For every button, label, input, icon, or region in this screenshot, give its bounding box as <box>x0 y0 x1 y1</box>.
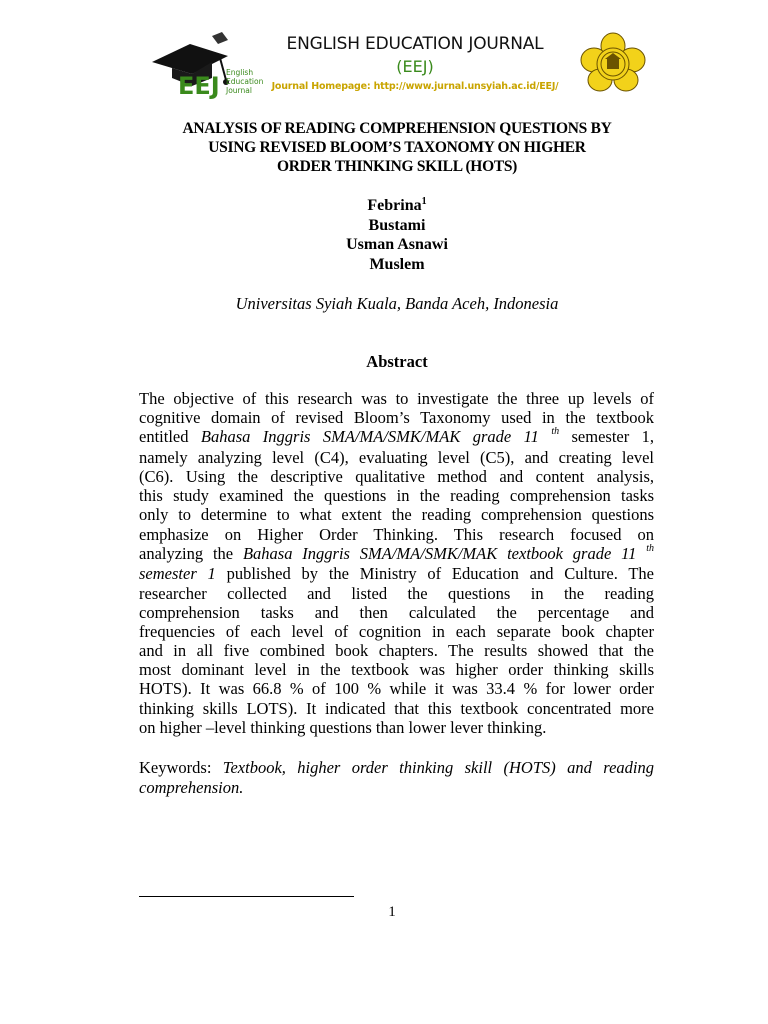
title-line: ANALYSIS OF READING COMPREHENSION QUESTIONS BY <box>182 120 612 137</box>
abstract-line: The objective of this research was to investigate the three up levels of <box>139 389 654 408</box>
author-name: Bustami <box>368 216 426 234</box>
journal-name: ENGLISH EDUCATION JOURNAL <box>286 34 544 54</box>
keywords <box>139 758 654 798</box>
abstract-line: most dominant level in the textbook was higher order thinking skills <box>139 660 654 680</box>
abstract-line: and in all five combined book chapters. The results showed that the <box>139 641 654 661</box>
keywords-line: Keywords: Textbook, higher order thinking skill (HOTS) and reading <box>139 758 655 777</box>
svg-text:Journal: Journal <box>226 86 252 95</box>
abstract-line: entitled Bahasa Inggris SMA/MA/SMK/MAK grade 11 $^{th}$ semester 1, <box>139 426 654 447</box>
abstract-line: semester 1 published by the Ministry of Education and Culture. The <box>139 564 654 584</box>
abstract-body <box>139 389 654 737</box>
abstract-line: HOTS). It was 66.8 % of 100 % while it was 33.4 % for lower order <box>139 679 654 699</box>
abstract-line: cognitive domain of revised Bloom’s Taxonomy used in the textbook <box>139 408 654 428</box>
abstract-line: thinking skills LOTS). It indicated that this textbook concentrated more <box>139 698 654 718</box>
abstract-line: only to determine to what extent the reading comprehension questions <box>139 505 654 525</box>
footnote-divider <box>139 896 354 897</box>
author-name: Febrina$^1$ <box>367 196 427 214</box>
page-number: 1 <box>388 904 396 920</box>
abstract-line: on higher –level thinking questions than lower lever thinking. <box>139 717 547 737</box>
abstract-heading: Abstract <box>366 352 428 371</box>
abstract-line: (C6). Using the descriptive qualitative method and content analysis, <box>139 467 654 487</box>
author-name: Usman Asnawi <box>346 236 448 253</box>
author-name: Muslem <box>369 255 425 273</box>
journal-abbreviation: (EEJ) <box>396 57 434 76</box>
paper-title <box>140 119 654 176</box>
abstract-line: analyzing the Bahasa Inggris SMA/MA/SMK/MAK textbook grade 11 $^{th}$ <box>139 542 654 563</box>
abstract-line: comprehension tasks and then calculated the percentage and <box>139 602 654 622</box>
abstract-line: frequencies of each level of cognition in each separate book chapter <box>139 621 654 641</box>
title-line: USING REVISED BLOOM’S TAXONOMY ON HIGHER <box>208 139 586 156</box>
abstract-line: namely analyzing level (C4), evaluating level (C5), and creating level <box>139 447 654 467</box>
svg-text:English: English <box>226 68 254 77</box>
keywords-line: comprehension. <box>139 778 244 797</box>
svg-text:Education: Education <box>226 77 264 86</box>
author-list <box>140 196 654 274</box>
eej-logo <box>148 28 264 100</box>
affiliation: Universitas Syiah Kuala, Banda Aceh, Indonesia <box>235 294 559 313</box>
title-line: ORDER THINKING SKILL (HOTS) <box>276 158 518 175</box>
journal-header <box>140 24 660 104</box>
abstract-line: emphasize on Higher Order Thinking. This research focused on <box>139 524 654 544</box>
svg-text:EEJ: EEJ <box>178 72 220 100</box>
abstract-line: this study examined the questions in the reading comprehension tasks <box>139 486 654 506</box>
university-seal-icon <box>580 32 646 94</box>
footnote-marker: 1 <box>421 196 427 207</box>
keywords-label: Keywords: <box>139 758 223 777</box>
journal-homepage-link[interactable]: Journal Homepage: http://www.jurnal.unsyiah.ac.id/EEJ/ <box>271 81 559 92</box>
abstract-line: researcher collected and listed the questions in the reading <box>139 583 654 603</box>
